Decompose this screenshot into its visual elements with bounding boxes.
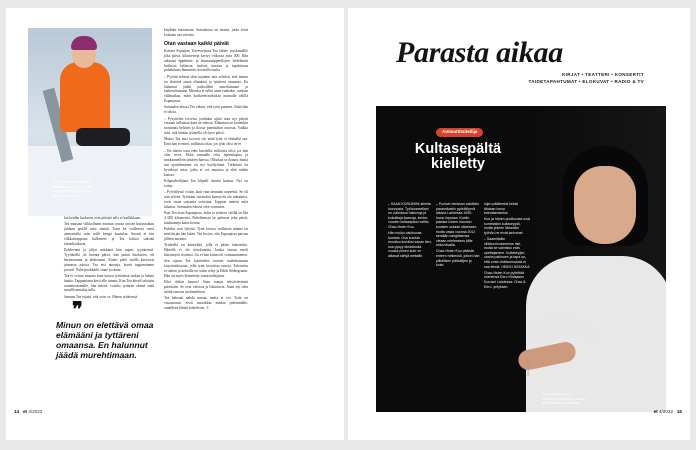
legs <box>76 128 130 146</box>
pull-quote: Minun on elettävä omaa elämääni ja tyttäreni omaansa. En halunnut jäädä murehtimaan. <box>56 320 154 361</box>
folio-issue: 4/2022 <box>28 409 43 414</box>
orange-jacket <box>60 62 110 132</box>
paragraph: – En oikein osaa edes kuvitella, millaista olisi, jos hän olisi terve. Ehkä minualle olisi lapsenlapsia ja markasmellein tyttären kanssa. Ollutkaa se ihanaa, mutta sen ajatteleminen on nyt hyödytöntä. Tärkeintä on hyväksyä asiat, jotka ei voi muuttaa ja elää niiden kanssa. <box>164 148 248 177</box>
paragraph: Mukei Tea nuri kovasti siä, mitä tytär ei elämältä saa. Entä hän ei mieti, millaista oilaa, jos tytär olisi terve. <box>164 137 248 147</box>
paragraph: Puhelut ovat lyhyitä. Tytär kertoo, millaisen säänne tai mitä kirjaa hän lukee. Tea kertoo, että Espanjassa paistaa jälleen aurinko. <box>164 227 248 241</box>
paragraph: Hän mukin valokuvaa luontoa. Osa kuvista muuttuu koruiksi sanan tien, osa pysyy ideastoolla vuosia ennen kuin ne alkavat siirtyä metallin. <box>388 231 432 259</box>
knit-hat <box>71 36 97 50</box>
photo-credit: JANNE SUPERIA <box>527 355 530 376</box>
face <box>574 166 636 244</box>
right-page <box>348 8 690 440</box>
category-badge: Ammattitaiteilija <box>436 128 483 137</box>
article-column-a <box>64 216 154 301</box>
feature-column-2 <box>436 202 480 269</box>
paragraph: Palelevana ja jäljat märkänä hän tapasi tyyttärensä. Tyyttärellä oli huonta päivä, hän puhui huokseen, oli hermostunut ja ahdistunut. Kätert pälsi sisällä kertoivat juimasia asioita. Tea etsi nuoseja, koetti tappaminnen juveerl. Puhe puokkailit sinne ja tänne. <box>64 248 154 272</box>
categories-line: KIRJAT • TEATTERI • KONSERTIT <box>562 72 644 77</box>
paragraph: Sen sijaan Tea kustettelee nuoren rauhoittamaan kirjoitaidossaan, jolla tytär kirjoittaa runoja. Tulostettu ei oikein ja kehoille on sitten tehty ja Edith Södergranin. Hän on myös kiinnitetty runoistuilejansa. <box>164 259 248 278</box>
categories-line: TAIDETAPAHTUMAT • ELOKUVAT • RADIO & TV <box>528 78 644 84</box>
paragraph: Eikö olekin hienoa? Saan runoja tekstiviesteinä päivittäin. Se ovat valoisia ja liikuttavia. Jauni nyt olen sääitä runosta tuolomelinen. <box>164 280 248 294</box>
paragraph: käydään kattomaan. Sairaalassa on monta, jotka eivät koskaan saa vieraita. <box>164 28 248 37</box>
paragraph: Kotona Espanjan Torreviejassa Tea lähtee joyrääntallle joka päivä, kilometrejä kertyy viikossa noin 400. Hän rakastaa äppelmiit- ja ittsmaraappeellojen, hedelmien heiluvaa keltaista, siniistä taivasta ja tapahtuvaa puhahdusta lämmintä, kostealla tuulta. <box>164 48 248 73</box>
paragraph: Sairauden alussa Tea oikein, että tytär paranee. Enää hän ei odota. <box>164 105 248 115</box>
paragraph: Jamana Tea tajuisi, että voisi se. Hänen tyttärensä <box>64 294 138 299</box>
left-page <box>6 8 344 440</box>
section-subheading: Otan vastaan kaikki päivät <box>164 40 229 47</box>
paragraph: – Pysyttelen toivetsa joulinkai ajttiä otan nyt päivät vastaan sellaisina kuin ne tulevat. Elämässä on kuitenkin tarttumaa beltiaes ja iloista pienistäkin asioista. Vaikka siitä, että tänään tyttärellä oli hyvä päivä. <box>164 116 248 136</box>
folio-issue: 4/2022 <box>658 409 674 414</box>
page-number-left <box>14 410 42 415</box>
page-number-right <box>654 410 682 415</box>
woman-on-bench-photo <box>28 28 152 216</box>
paragraph: Tea muistaa vilkkoihuon montaa ruoota oirtien huisenaikan juhlaan perillä saisi säntää. Tuon kä voilleessä raeni ainerastalta saisi aolle kengä kuutulaa. Suonit ei tiin vilkkoitoippuna kulkeneet ja Tea haluoi säästää taloinhauksiaa. <box>64 222 154 246</box>
folio-magazine: et <box>653 409 658 414</box>
paragraph: – Puoluin herissan valottäin parannkasiin pyörälöyrnä alkana Lahdessa 1990-luvun lopussa. Koetin jaladaa nöden muodon kuvaten uraaan ottaessen, mutta vasta vuonna 2012 sentään vangittaensa cleaan mieleeseen tälle uhka tavalla. <box>436 202 479 248</box>
feature-column-3 <box>484 202 530 291</box>
paragraph: Tea ei voinut muuata kuin katsoa tyttärensä tuskaa ja haluta haaiia. Tappaminen kesti alle tunnin. Kun Tea käveli takaisin rautatieasemalle, hän mietti, voisiko tyttären elämä enää suruillistemaksi tulla. <box>64 273 154 293</box>
paragraph: kai heidän luokseen ovat piittäjä talla ei kuiltikkaan. <box>64 216 142 220</box>
folio-magazine: et <box>22 409 28 414</box>
section-title: Parasta aikaa <box>396 36 563 69</box>
paragraph: – Pyörän selässä olen tajunnut niin selvästi, että minun on elettävä omaa elämääni ja tyttäreni omaansa. En halunnut jäädä paikoilleni murehtimaan ja katkeroitumaan. Minusta ei tullut anna vanhaksi, raaksaa välimatkaa, mäes konkreettiseksikin asumalla välillä Espanjassa. <box>164 74 248 104</box>
jewelry-sculpture-icon <box>524 306 604 350</box>
paragraph: Chao-Hsien Kuo pitäisiin enteen hetkessä, jolloin hän pilkallisen pähkäiljen ja koke- <box>436 249 480 268</box>
paragraph: Kuo ja hänen puolisonsa ovat kummatkin kultaseppiä, mutta yhteen tärkeään työhön he eivät tartunnet. <box>484 217 530 236</box>
quote-mark-icon: ❞ <box>72 299 83 321</box>
paragraph: Kilpaurheilijana Tea kilpaili itsensä kanssa. Nyt on toisin. <box>164 179 248 189</box>
paragraph: Tea haluaisi nähdä muuta, mutta ei voi. Tytär on vastustanut, eiväi tuuvakkin mitään pidemmälle, onnelleen lähteä kokeilevat. © <box>164 296 248 310</box>
paragraph: – Pyöräilyssä voitin, laati vain tiennään tarpeeksi. Se oli niin selvää. Tyttäreni sairauden kanssa en ole mäiminyt, eivät sinua saisaatta voitettua. Tappion tunteiti mitä tahansa. Sairauden edessä olen voimaton. <box>164 190 248 209</box>
feature-column-1 <box>388 202 432 260</box>
feature-box <box>376 106 666 412</box>
paragraph: lujen päätteeksi keksii täidaan korun toteuttamiseksi. <box>484 202 519 216</box>
paragraph: – Saamittaille vihkisormuksemme itse, mutta se valmistui eräs opettajamme. Kultasepjen vanha pakinuen ja tapa on, että omia vihkisormuksia ei saa tehdä. HEIKKI HATAKKA <box>484 237 530 269</box>
paragraph: – SAAN KORUIHINI aiheita luonnosta. Työhuoneellani on vuikutava haiinvoja ja kukuittaja kaavoja, kertoo vuoden kultasepiksi valittu Chao-Hsien Kuo. <box>388 202 431 230</box>
photo-caption-left: Oleт 16-vuoden ikäisen asfalttien tuolin vieressä vielä miehensä. Hän on puhdasta kulkaa. <box>52 180 93 199</box>
section-categories <box>468 72 644 86</box>
feature-headline: Kultasepältä kielletty <box>414 141 502 173</box>
paragraph: Kun Tea asuu Espanjassa, äidin ja tyttären välillä on likt 4 000 kilometriä. Puhelimessa he puhuvat joka päivä, kauhuaneja kaksi kertaa. <box>164 211 248 225</box>
folio-number: 15 <box>676 409 682 414</box>
paragraph: Chao-Hsien Kuo pyörittää miehensä Eero Hintsasen Korusei Lahdessa: Chao & Eero -yrityksen. <box>484 270 526 289</box>
folio-number: 14 <box>14 409 20 414</box>
article-column-b <box>164 28 248 312</box>
paragraph: Tyttärellä on kännykkä, jolla ei pääse internetiin. Hänellä ei ole tietokonetta, koska tuuran mieli häiriintyisi ristiinsä. Jos ei hän kiinni oli voimaantuneen. <box>164 243 248 258</box>
photo-caption-right: Sunbeams-korun innoittivat auringon valtaa lehtikuusen neulasissa. <box>542 392 586 406</box>
